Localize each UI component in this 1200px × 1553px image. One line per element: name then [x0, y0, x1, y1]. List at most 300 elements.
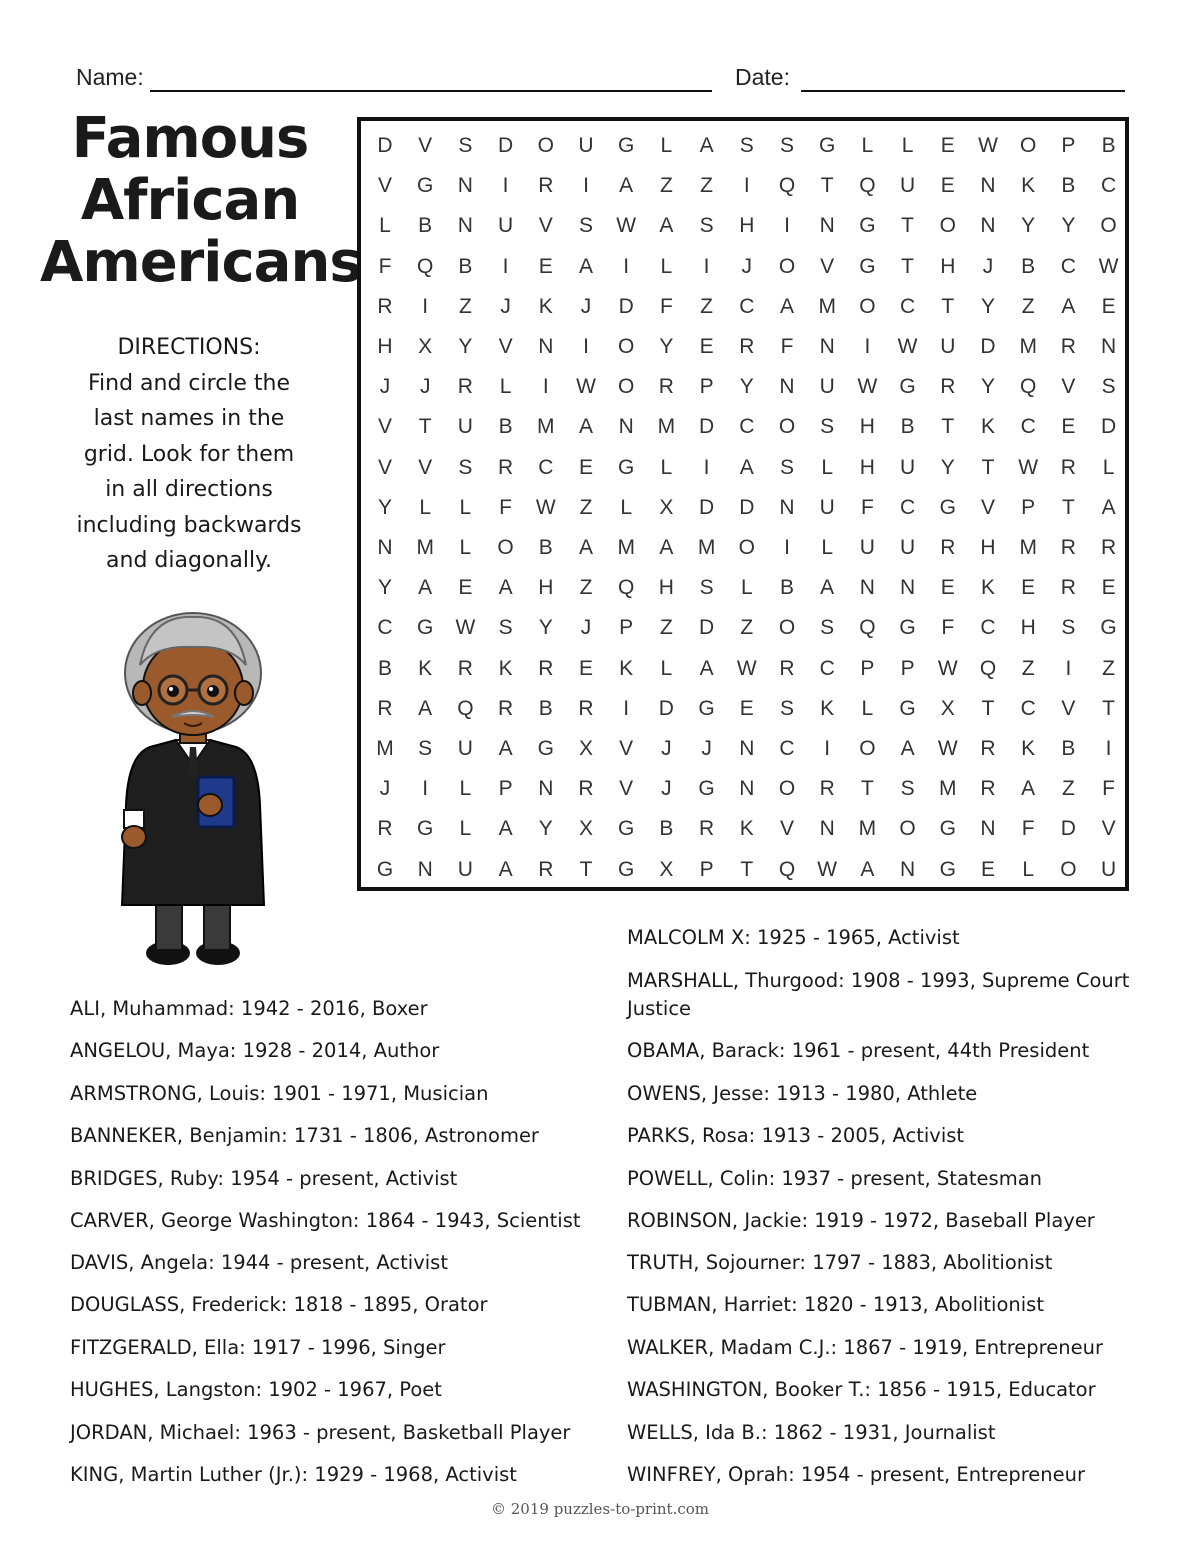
grid-letter[interactable]: S	[1101, 375, 1116, 399]
grid-letter[interactable]: V	[418, 455, 433, 479]
grid-letter[interactable]: G	[417, 817, 434, 841]
grid-letter[interactable]: Z	[700, 294, 713, 318]
grid-letter[interactable]: Q	[457, 696, 474, 720]
grid-letter[interactable]: N	[819, 817, 835, 841]
grid-letter[interactable]: X	[418, 335, 433, 358]
grid-letter[interactable]: I	[743, 174, 750, 198]
grid-letter[interactable]: A	[739, 455, 754, 479]
grid-letter[interactable]: U	[578, 134, 594, 157]
grid-letter[interactable]: W	[1018, 455, 1039, 479]
grid-letter[interactable]: R	[578, 777, 594, 801]
grid-letter[interactable]: L	[821, 536, 834, 559]
grid-letter[interactable]: J	[379, 777, 391, 801]
grid-letter[interactable]: N	[980, 214, 996, 238]
grid-letter[interactable]: M	[939, 777, 957, 801]
grid-letter[interactable]: O	[738, 536, 755, 559]
grid-letter[interactable]: G	[698, 777, 715, 801]
grid-letter[interactable]: B	[1061, 737, 1076, 760]
grid-letter[interactable]: U	[859, 536, 875, 559]
grid-letter[interactable]: W	[937, 656, 958, 680]
grid-letter[interactable]: C	[900, 495, 916, 519]
grid-letter[interactable]: E	[940, 576, 955, 600]
grid-letter[interactable]: H	[1020, 616, 1036, 640]
grid-letter[interactable]: S	[779, 696, 794, 720]
grid-letter[interactable]: E	[458, 576, 473, 600]
grid-letter[interactable]: N	[538, 335, 554, 358]
grid-letter[interactable]: I	[824, 737, 831, 760]
grid-letter[interactable]: S	[820, 616, 835, 640]
grid-letter[interactable]: Y	[739, 375, 754, 399]
grid-letter[interactable]: I	[623, 696, 630, 720]
grid-letter[interactable]: F	[780, 335, 794, 358]
grid-letter[interactable]: D	[618, 294, 634, 318]
grid-letter[interactable]: B	[377, 656, 392, 680]
grid-letter[interactable]: V	[1061, 375, 1076, 399]
grid-letter[interactable]: R	[538, 656, 554, 680]
grid-letter[interactable]: C	[377, 616, 393, 640]
grid-letter[interactable]: A	[860, 857, 875, 881]
grid-letter[interactable]: N	[457, 174, 473, 198]
grid-letter[interactable]: Z	[1102, 656, 1115, 680]
grid-letter[interactable]: R	[1060, 536, 1076, 559]
grid-letter[interactable]: D	[739, 495, 755, 519]
grid-letter[interactable]: J	[982, 254, 994, 278]
grid-letter[interactable]: C	[900, 294, 916, 318]
grid-letter[interactable]: G	[417, 616, 434, 640]
grid-letter[interactable]: T	[901, 254, 914, 278]
grid-letter[interactable]: G	[618, 817, 635, 841]
grid-letter[interactable]: R	[658, 375, 674, 399]
grid-letter[interactable]: R	[940, 536, 956, 559]
grid-letter[interactable]: M	[1019, 536, 1037, 559]
grid-letter[interactable]: A	[820, 576, 835, 600]
grid-letter[interactable]: U	[900, 174, 916, 198]
grid-letter[interactable]: L	[379, 214, 391, 238]
grid-letter[interactable]: A	[659, 214, 674, 238]
grid-letter[interactable]: E	[1021, 576, 1036, 600]
grid-letter[interactable]: Y	[377, 576, 392, 600]
grid-letter[interactable]: J	[500, 294, 511, 318]
grid-letter[interactable]: O	[899, 817, 916, 841]
grid-letter[interactable]: V	[498, 335, 513, 358]
grid-letter[interactable]: L	[459, 536, 472, 559]
grid-letter[interactable]: G	[899, 696, 916, 720]
grid-letter[interactable]: Z	[1021, 656, 1035, 680]
grid-letter[interactable]: W	[897, 335, 918, 358]
grid-letter[interactable]: A	[659, 536, 674, 559]
grid-letter[interactable]: G	[417, 174, 434, 198]
grid-letter[interactable]: S	[1061, 616, 1076, 640]
grid-letter[interactable]: O	[618, 335, 635, 358]
grid-letter[interactable]: I	[1105, 737, 1112, 760]
grid-letter[interactable]: S	[458, 455, 473, 479]
grid-letter[interactable]: S	[779, 134, 794, 157]
grid-letter[interactable]: C	[739, 294, 755, 318]
grid-letter[interactable]: N	[900, 576, 916, 600]
grid-letter[interactable]: O	[939, 214, 956, 238]
grid-letter[interactable]: F	[499, 495, 512, 519]
grid-letter[interactable]: Z	[659, 174, 673, 198]
grid-letter[interactable]: P	[860, 656, 875, 680]
grid-letter[interactable]: A	[619, 174, 634, 198]
grid-letter[interactable]: N	[538, 777, 554, 801]
grid-letter[interactable]: L	[419, 495, 432, 519]
grid-letter[interactable]: N	[739, 777, 755, 801]
grid-letter[interactable]: R	[940, 375, 956, 399]
grid-letter[interactable]: R	[498, 455, 514, 479]
grid-letter[interactable]: A	[498, 737, 513, 760]
grid-letter[interactable]: B	[900, 415, 915, 439]
grid-letter[interactable]: H	[980, 536, 996, 559]
grid-letter[interactable]: Y	[980, 375, 995, 399]
grid-letter[interactable]: I	[864, 335, 871, 358]
grid-letter[interactable]: K	[418, 656, 433, 680]
grid-letter[interactable]: Y	[940, 455, 955, 479]
grid-letter[interactable]: W	[937, 737, 958, 760]
grid-letter[interactable]: S	[900, 777, 915, 801]
grid-letter[interactable]: N	[819, 214, 835, 238]
grid-letter[interactable]: L	[740, 576, 753, 600]
grid-letter[interactable]: R	[457, 656, 473, 680]
grid-letter[interactable]: S	[418, 737, 433, 760]
grid-letter[interactable]: T	[418, 415, 432, 439]
grid-letter[interactable]: G	[899, 616, 916, 640]
grid-letter[interactable]: L	[459, 495, 472, 519]
grid-letter[interactable]: X	[578, 737, 593, 760]
grid-letter[interactable]: A	[578, 536, 593, 559]
grid-letter[interactable]: V	[377, 174, 392, 198]
grid-letter[interactable]: R	[1060, 455, 1076, 479]
grid-letter[interactable]: J	[661, 777, 672, 801]
grid-letter[interactable]: R	[377, 294, 393, 318]
grid-letter[interactable]: Q	[1020, 375, 1037, 399]
grid-letter[interactable]: O	[537, 134, 554, 157]
grid-letter[interactable]: P	[498, 777, 513, 801]
date-line[interactable]	[801, 90, 1125, 92]
grid-letter[interactable]: L	[821, 455, 834, 479]
grid-letter[interactable]: L	[459, 777, 472, 801]
grid-letter[interactable]: T	[901, 214, 914, 238]
grid-letter[interactable]: Z	[740, 616, 754, 640]
grid-letter[interactable]: H	[658, 576, 674, 600]
grid-letter[interactable]: G	[537, 737, 554, 760]
grid-letter[interactable]: L	[861, 134, 874, 157]
grid-letter[interactable]: C	[819, 656, 835, 680]
grid-letter[interactable]: C	[739, 415, 755, 439]
grid-letter[interactable]: G	[939, 817, 956, 841]
grid-letter[interactable]: O	[618, 375, 635, 399]
grid-letter[interactable]: W	[616, 214, 637, 238]
grid-letter[interactable]: A	[1061, 294, 1076, 318]
grid-letter[interactable]: L	[660, 254, 673, 278]
grid-letter[interactable]: K	[1021, 174, 1036, 198]
grid-letter[interactable]: N	[417, 857, 433, 881]
grid-letter[interactable]: G	[899, 375, 916, 399]
grid-letter[interactable]: P	[900, 656, 915, 680]
grid-letter[interactable]: L	[499, 375, 512, 399]
grid-letter[interactable]: K	[980, 576, 995, 600]
grid-letter[interactable]: V	[779, 817, 794, 841]
grid-letter[interactable]: V	[1101, 817, 1116, 841]
grid-letter[interactable]: O	[1100, 214, 1117, 238]
grid-letter[interactable]: X	[578, 817, 593, 841]
grid-letter[interactable]: W	[1098, 254, 1119, 278]
grid-letter[interactable]: I	[1065, 656, 1072, 680]
grid-letter[interactable]: U	[457, 857, 473, 881]
grid-letter[interactable]: Y	[1021, 214, 1036, 238]
grid-letter[interactable]: R	[538, 857, 554, 881]
grid-letter[interactable]: R	[980, 737, 996, 760]
grid-letter[interactable]: T	[981, 696, 995, 720]
grid-letter[interactable]: T	[1102, 696, 1115, 720]
grid-letter[interactable]: N	[457, 214, 473, 238]
grid-letter[interactable]: F	[1102, 777, 1115, 801]
grid-letter[interactable]: Z	[1061, 777, 1075, 801]
grid-letter[interactable]: D	[1060, 817, 1076, 841]
grid-letter[interactable]: I	[583, 174, 589, 198]
grid-letter[interactable]: A	[699, 656, 714, 680]
grid-letter[interactable]: A	[578, 254, 593, 278]
grid-letter[interactable]: C	[538, 455, 554, 479]
grid-letter[interactable]: I	[583, 335, 589, 358]
grid-letter[interactable]: M	[617, 536, 635, 559]
grid-letter[interactable]: R	[819, 777, 835, 801]
grid-letter[interactable]: G	[859, 254, 876, 278]
grid-letter[interactable]: Q	[979, 656, 997, 680]
grid-letter[interactable]: T	[860, 777, 874, 801]
grid-letter[interactable]: F	[1021, 817, 1035, 841]
grid-letter[interactable]: G	[618, 857, 635, 881]
grid-letter[interactable]: V	[377, 415, 392, 439]
grid-letter[interactable]: I	[422, 777, 429, 801]
grid-letter[interactable]: T	[941, 294, 955, 318]
grid-letter[interactable]: L	[861, 696, 874, 720]
grid-letter[interactable]: G	[376, 857, 394, 881]
grid-letter[interactable]: M	[416, 536, 434, 559]
grid-letter[interactable]: A	[418, 576, 433, 600]
grid-letter[interactable]: S	[498, 616, 513, 640]
grid-letter[interactable]: N	[618, 415, 634, 439]
grid-letter[interactable]: R	[980, 777, 996, 801]
grid-letter[interactable]: W	[817, 857, 838, 881]
grid-letter[interactable]: W	[736, 656, 757, 680]
grid-letter[interactable]: M	[376, 737, 394, 760]
grid-letter[interactable]: V	[377, 455, 392, 479]
grid-letter[interactable]: C	[1101, 174, 1117, 198]
grid-letter[interactable]: E	[578, 455, 593, 479]
grid-letter[interactable]: U	[457, 415, 473, 439]
grid-letter[interactable]: I	[623, 254, 630, 278]
grid-letter[interactable]: U	[457, 737, 473, 760]
grid-letter[interactable]: H	[859, 415, 875, 439]
grid-letter[interactable]: E	[739, 696, 754, 720]
grid-letter[interactable]: R	[1101, 536, 1117, 559]
grid-letter[interactable]: H	[859, 455, 875, 479]
grid-letter[interactable]: R	[1060, 576, 1076, 600]
grid-letter[interactable]: A	[900, 737, 915, 760]
grid-letter[interactable]: P	[619, 616, 634, 640]
grid-letter[interactable]: L	[620, 495, 633, 519]
grid-letter[interactable]: T	[941, 415, 955, 439]
grid-letter[interactable]: D	[699, 616, 715, 640]
grid-letter[interactable]: O	[778, 254, 796, 278]
grid-letter[interactable]: Z	[458, 294, 472, 318]
grid-letter[interactable]: X	[940, 696, 955, 720]
grid-letter[interactable]: U	[1101, 857, 1117, 881]
grid-letter[interactable]: P	[699, 375, 714, 399]
grid-letter[interactable]: V	[418, 134, 433, 157]
grid-letter[interactable]: N	[779, 495, 795, 519]
grid-letter[interactable]: R	[457, 375, 473, 399]
grid-letter[interactable]: E	[1061, 415, 1076, 439]
grid-letter[interactable]: N	[1101, 335, 1117, 358]
grid-letter[interactable]: Q	[859, 616, 876, 640]
name-line[interactable]	[150, 90, 712, 92]
grid-letter[interactable]: T	[820, 174, 834, 198]
grid-letter[interactable]: A	[699, 134, 714, 157]
grid-letter[interactable]: U	[819, 495, 835, 519]
grid-letter[interactable]: U	[819, 375, 835, 399]
grid-letter[interactable]: D	[498, 134, 514, 157]
grid-letter[interactable]: V	[538, 214, 553, 238]
grid-letter[interactable]: N	[980, 174, 996, 198]
grid-letter[interactable]: E	[940, 174, 955, 198]
grid-letter[interactable]: Z	[579, 495, 593, 519]
grid-letter[interactable]: F	[860, 495, 874, 519]
grid-letter[interactable]: G	[618, 134, 635, 157]
grid-letter[interactable]: X	[659, 495, 674, 519]
grid-letter[interactable]: Q	[417, 254, 434, 278]
grid-letter[interactable]: B	[538, 536, 553, 559]
grid-letter[interactable]: B	[1061, 174, 1076, 198]
grid-letter[interactable]: I	[784, 536, 790, 559]
grid-letter[interactable]: B	[458, 254, 473, 278]
grid-letter[interactable]: L	[660, 455, 673, 479]
grid-letter[interactable]: N	[819, 335, 835, 358]
grid-letter[interactable]: K	[980, 415, 995, 439]
grid-letter[interactable]: V	[619, 737, 634, 760]
grid-letter[interactable]: M	[697, 536, 716, 559]
grid-letter[interactable]: S	[578, 214, 593, 238]
grid-letter[interactable]: A	[779, 294, 794, 318]
grid-letter[interactable]: N	[859, 576, 875, 600]
grid-letter[interactable]: K	[619, 656, 634, 680]
grid-letter[interactable]: N	[900, 857, 916, 881]
grid-letter[interactable]: R	[377, 696, 393, 720]
grid-letter[interactable]: Y	[458, 335, 473, 358]
grid-letter[interactable]: I	[542, 375, 549, 399]
grid-letter[interactable]: R	[377, 817, 393, 841]
grid-letter[interactable]: O	[859, 294, 876, 318]
grid-letter[interactable]: W	[576, 375, 596, 399]
grid-letter[interactable]: H	[377, 335, 393, 358]
grid-letter[interactable]: Q	[778, 174, 796, 198]
grid-letter[interactable]: R	[779, 656, 795, 680]
grid-letter[interactable]: G	[618, 455, 635, 479]
grid-letter[interactable]: A	[498, 857, 513, 881]
grid-letter[interactable]: Z	[700, 174, 713, 198]
grid-letter[interactable]: Z	[579, 576, 593, 600]
grid-letter[interactable]: J	[419, 375, 431, 399]
grid-letter[interactable]: W	[455, 616, 476, 640]
grid-letter[interactable]: Y	[659, 335, 674, 358]
grid-letter[interactable]: C	[779, 737, 795, 760]
grid-letter[interactable]: D	[980, 335, 996, 358]
grid-letter[interactable]: R	[578, 696, 594, 720]
grid-letter[interactable]: O	[778, 616, 796, 640]
grid-letter[interactable]: M	[1019, 335, 1037, 358]
grid-letter[interactable]: D	[658, 696, 674, 720]
grid-letter[interactable]: N	[980, 817, 996, 841]
grid-letter[interactable]: R	[538, 174, 554, 198]
grid-letter[interactable]: J	[379, 375, 391, 399]
grid-letter[interactable]: S	[699, 576, 714, 600]
grid-letter[interactable]: O	[1060, 857, 1077, 881]
grid-letter[interactable]: I	[703, 455, 710, 479]
grid-letter[interactable]: V	[1061, 696, 1076, 720]
grid-letter[interactable]: B	[1021, 254, 1036, 278]
grid-letter[interactable]: H	[739, 214, 755, 238]
grid-letter[interactable]: Z	[659, 616, 673, 640]
grid-letter[interactable]: A	[418, 696, 433, 720]
grid-letter[interactable]: F	[941, 616, 955, 640]
grid-letter[interactable]: R	[699, 817, 715, 841]
grid-letter[interactable]: U	[940, 335, 956, 358]
grid-letter[interactable]: A	[498, 817, 513, 841]
grid-letter[interactable]: N	[377, 536, 393, 559]
grid-letter[interactable]: D	[699, 415, 715, 439]
grid-letter[interactable]: U	[900, 455, 916, 479]
grid-letter[interactable]: M	[818, 294, 836, 318]
grid-letter[interactable]: B	[779, 576, 794, 600]
grid-letter[interactable]: A	[498, 576, 513, 600]
grid-letter[interactable]: M	[858, 817, 877, 841]
grid-letter[interactable]: Q	[618, 576, 635, 600]
grid-letter[interactable]: S	[739, 134, 754, 157]
grid-letter[interactable]: T	[740, 857, 754, 881]
grid-letter[interactable]: U	[498, 214, 514, 238]
grid-letter[interactable]: B	[498, 415, 513, 439]
grid-letter[interactable]: G	[698, 696, 715, 720]
grid-letter[interactable]: G	[939, 495, 956, 519]
grid-letter[interactable]: V	[820, 254, 835, 278]
grid-letter[interactable]: L	[1022, 857, 1035, 881]
grid-letter[interactable]: S	[779, 455, 794, 479]
grid-letter[interactable]: W	[978, 134, 998, 157]
grid-letter[interactable]: W	[535, 495, 556, 519]
grid-letter[interactable]: N	[779, 375, 795, 399]
grid-letter[interactable]: V	[619, 777, 634, 801]
grid-letter[interactable]: D	[699, 495, 715, 519]
grid-letter[interactable]: R	[739, 335, 755, 358]
grid-letter[interactable]: A	[1021, 777, 1036, 801]
grid-letter[interactable]: S	[699, 214, 714, 238]
grid-letter[interactable]: T	[1061, 495, 1075, 519]
grid-letter[interactable]: C	[1020, 415, 1036, 439]
grid-letter[interactable]: O	[1020, 134, 1037, 157]
grid-letter[interactable]: F	[378, 254, 392, 278]
grid-letter[interactable]: J	[580, 294, 592, 318]
grid-letter[interactable]: L	[1102, 455, 1115, 479]
grid-letter[interactable]: K	[538, 294, 553, 318]
grid-letter[interactable]: S	[458, 134, 473, 157]
grid-letter[interactable]: X	[659, 857, 674, 881]
grid-letter[interactable]: B	[659, 817, 674, 841]
grid-letter[interactable]: K	[1021, 737, 1036, 760]
grid-letter[interactable]: B	[538, 696, 553, 720]
grid-letter[interactable]: D	[377, 134, 393, 157]
grid-letter[interactable]: L	[660, 656, 673, 680]
